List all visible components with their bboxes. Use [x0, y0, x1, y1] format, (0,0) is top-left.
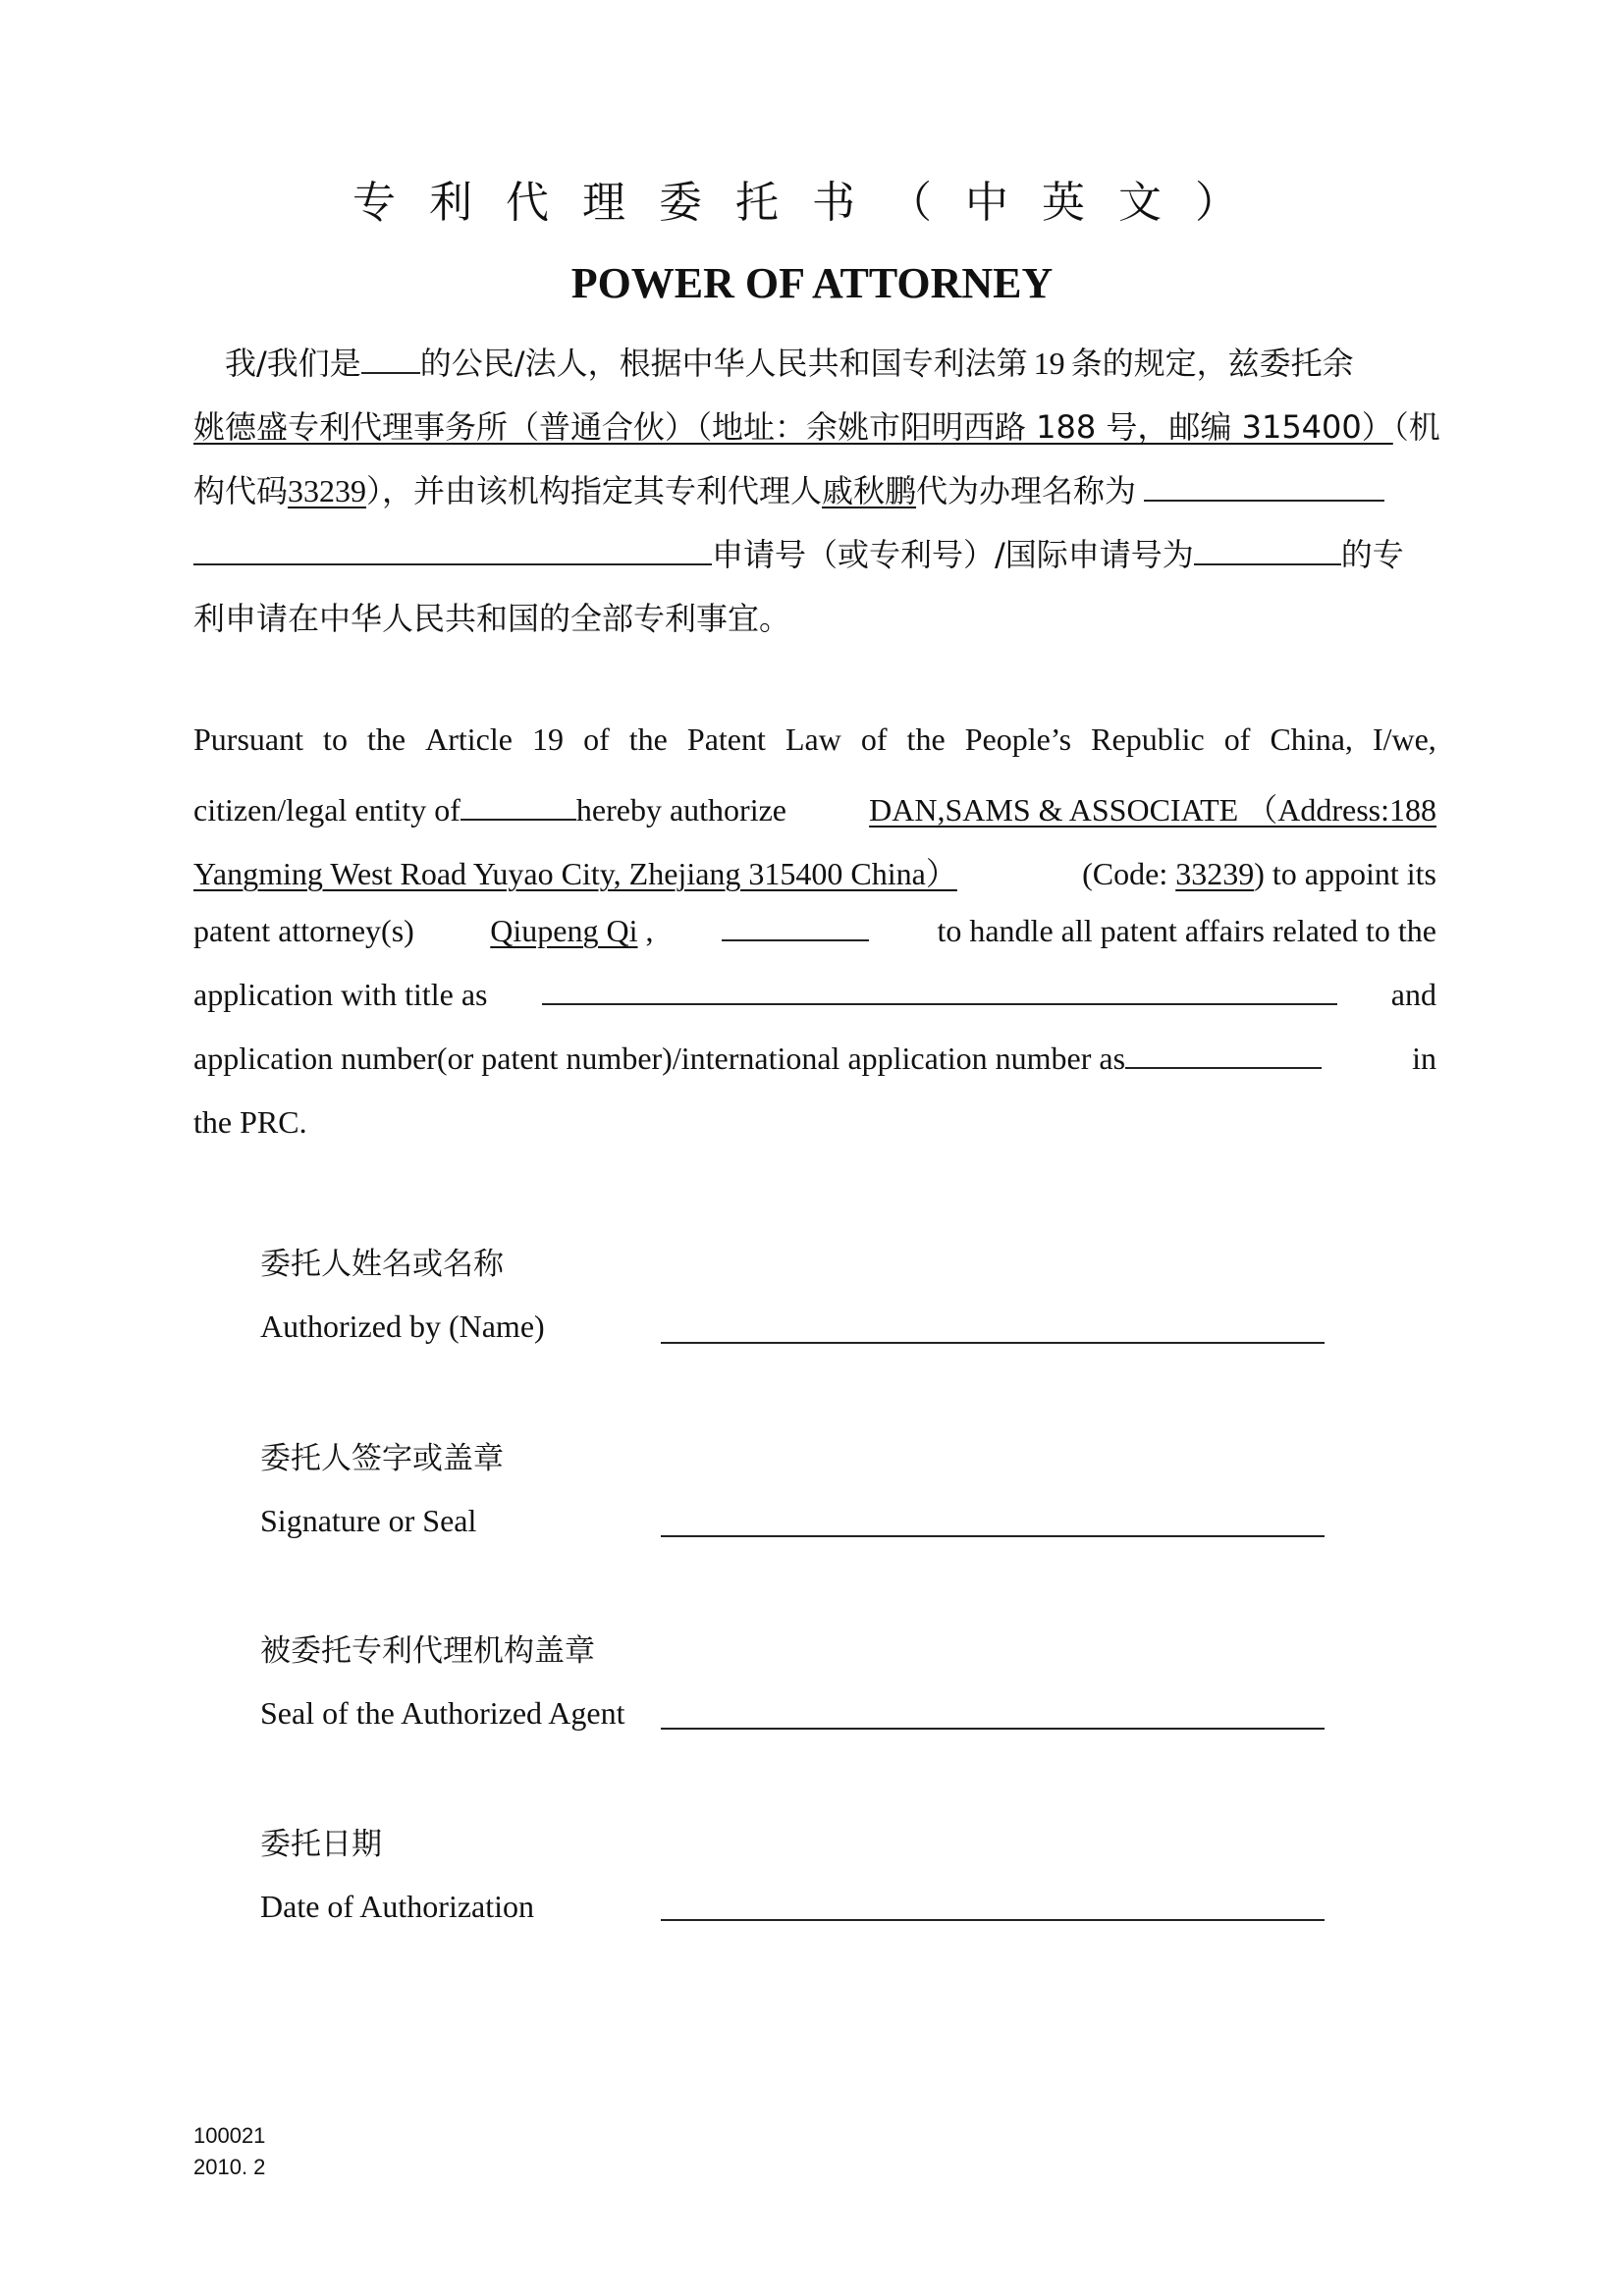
title-blank-cn-2[interactable]	[193, 562, 712, 565]
cn-text: 申请号（或专利号）/国际申请号为	[712, 536, 1194, 573]
cn-text: （机	[1392, 408, 1440, 446]
signature-label-en: Date of Authorization	[260, 1889, 535, 1924]
en-text: and	[1390, 977, 1436, 1012]
nationality-blank[interactable]	[361, 371, 420, 374]
nationality-blank-en[interactable]	[460, 818, 576, 821]
form-footer	[193, 2120, 265, 2183]
signature-label-en: Authorized by (Name)	[260, 1308, 545, 1344]
cn-text: 我/我们是	[225, 345, 361, 382]
en-text: citizen/legal entity of	[193, 792, 460, 828]
signature-block-seal	[260, 1433, 504, 1539]
en-text: to handle all patent affairs related to the	[937, 913, 1436, 948]
en-line-5	[193, 977, 1436, 1013]
en-text: application with title as	[193, 977, 488, 1012]
en-word: of	[583, 721, 610, 757]
en-text: ) to appoint its	[1254, 856, 1436, 891]
en-line-6	[193, 1041, 1436, 1077]
en-word: I/we,	[1372, 721, 1436, 757]
en-word: Law	[785, 721, 841, 757]
cn-text: 的公民/法人，根据中华人民共和国专利法第	[419, 345, 1028, 382]
cn-text: 条的规定，兹委托余	[1070, 345, 1354, 382]
signature-label-cn: 委托日期	[260, 1827, 382, 1862]
title-blank-en[interactable]	[542, 1002, 1337, 1005]
en-word: 19	[532, 721, 565, 757]
signature-label-cn: 委托人姓名或名称	[260, 1247, 504, 1282]
en-word: the	[906, 721, 946, 757]
name-field[interactable]	[661, 1342, 1325, 1344]
en-word: Republic	[1091, 721, 1205, 757]
en-word: the	[366, 721, 406, 757]
agent-seal-field[interactable]	[661, 1728, 1325, 1730]
application-number-blank-en[interactable]	[1125, 1066, 1322, 1069]
en-text: the PRC.	[193, 1104, 307, 1140]
en-word: Patent	[686, 721, 766, 757]
signature-label-en: Signature or Seal	[260, 1503, 477, 1538]
agent-name-cn: 戚秋鹏	[822, 472, 917, 509]
agency-name-en: DAN,SAMS & ASSOCIATE （Address:188	[869, 792, 1436, 828]
cn-text: ），并由该机构指定其专利代理人	[366, 472, 823, 509]
en-text: (Code:	[1082, 856, 1168, 891]
en-line-4	[193, 913, 1436, 949]
title-chinese: 专利代理委托书（中英文）	[352, 178, 1272, 228]
cn-text: 利申请在中华人民共和国的全部专利事宜。	[193, 600, 791, 637]
title-blank-cn[interactable]	[1144, 499, 1384, 502]
signature-block-date	[260, 1819, 534, 1925]
cn-text: 的专	[1340, 536, 1404, 573]
signature-field[interactable]	[661, 1535, 1325, 1537]
en-text: ,	[645, 913, 654, 948]
signature-label-en: Seal of the Authorized Agent	[260, 1695, 625, 1731]
cn-text: 构代码	[193, 472, 289, 509]
en-text: application number(or patent number)/international application number as	[193, 1041, 1126, 1076]
en-word: Article	[425, 721, 513, 757]
en-text: patent attorney(s)	[193, 913, 414, 948]
en-word: Pursuant	[193, 721, 303, 757]
en-line-2	[193, 785, 1436, 830]
date-field[interactable]	[661, 1919, 1325, 1921]
second-attorney-blank[interactable]	[722, 938, 869, 941]
en-word: China,	[1270, 721, 1353, 757]
signature-block-agent-seal	[260, 1626, 624, 1732]
form-version: 2010. 2	[193, 2155, 266, 2179]
en-word: of	[860, 721, 888, 757]
agency-code-en: 33239	[1175, 856, 1255, 891]
en-word: the	[628, 721, 668, 757]
en-line-1	[193, 721, 1436, 758]
agency-code-cn: 33239	[288, 473, 367, 508]
agency-name-cn: 姚德盛专利代理事务所（普通合伙）（地址：余姚市阳明西路 188 号，邮编 315400）	[193, 408, 1393, 446]
en-word: People’s	[964, 721, 1072, 757]
en-word: of	[1223, 721, 1251, 757]
cn-text: 代为办理名称为	[916, 472, 1137, 509]
signature-label-cn: 被委托专利代理机构盖章	[260, 1633, 595, 1669]
en-text: hereby authorize	[575, 792, 786, 828]
signature-label-cn: 委托人签字或盖章	[260, 1441, 504, 1476]
attorney-name-en: Qiupeng Qi	[490, 913, 638, 948]
agency-address-en: Yangming West Road Yuyao City, Zhejiang 315400 China）	[193, 856, 957, 891]
signature-block-name	[260, 1239, 545, 1345]
application-number-blank-cn[interactable]	[1194, 562, 1341, 565]
en-word: to	[323, 721, 348, 757]
cn-text: 19	[1033, 346, 1065, 381]
title-english: POWER OF ATTORNEY	[570, 259, 1054, 307]
form-number: 100021	[193, 2123, 266, 2148]
en-line-3	[193, 849, 1436, 894]
en-text: in	[1412, 1041, 1436, 1076]
